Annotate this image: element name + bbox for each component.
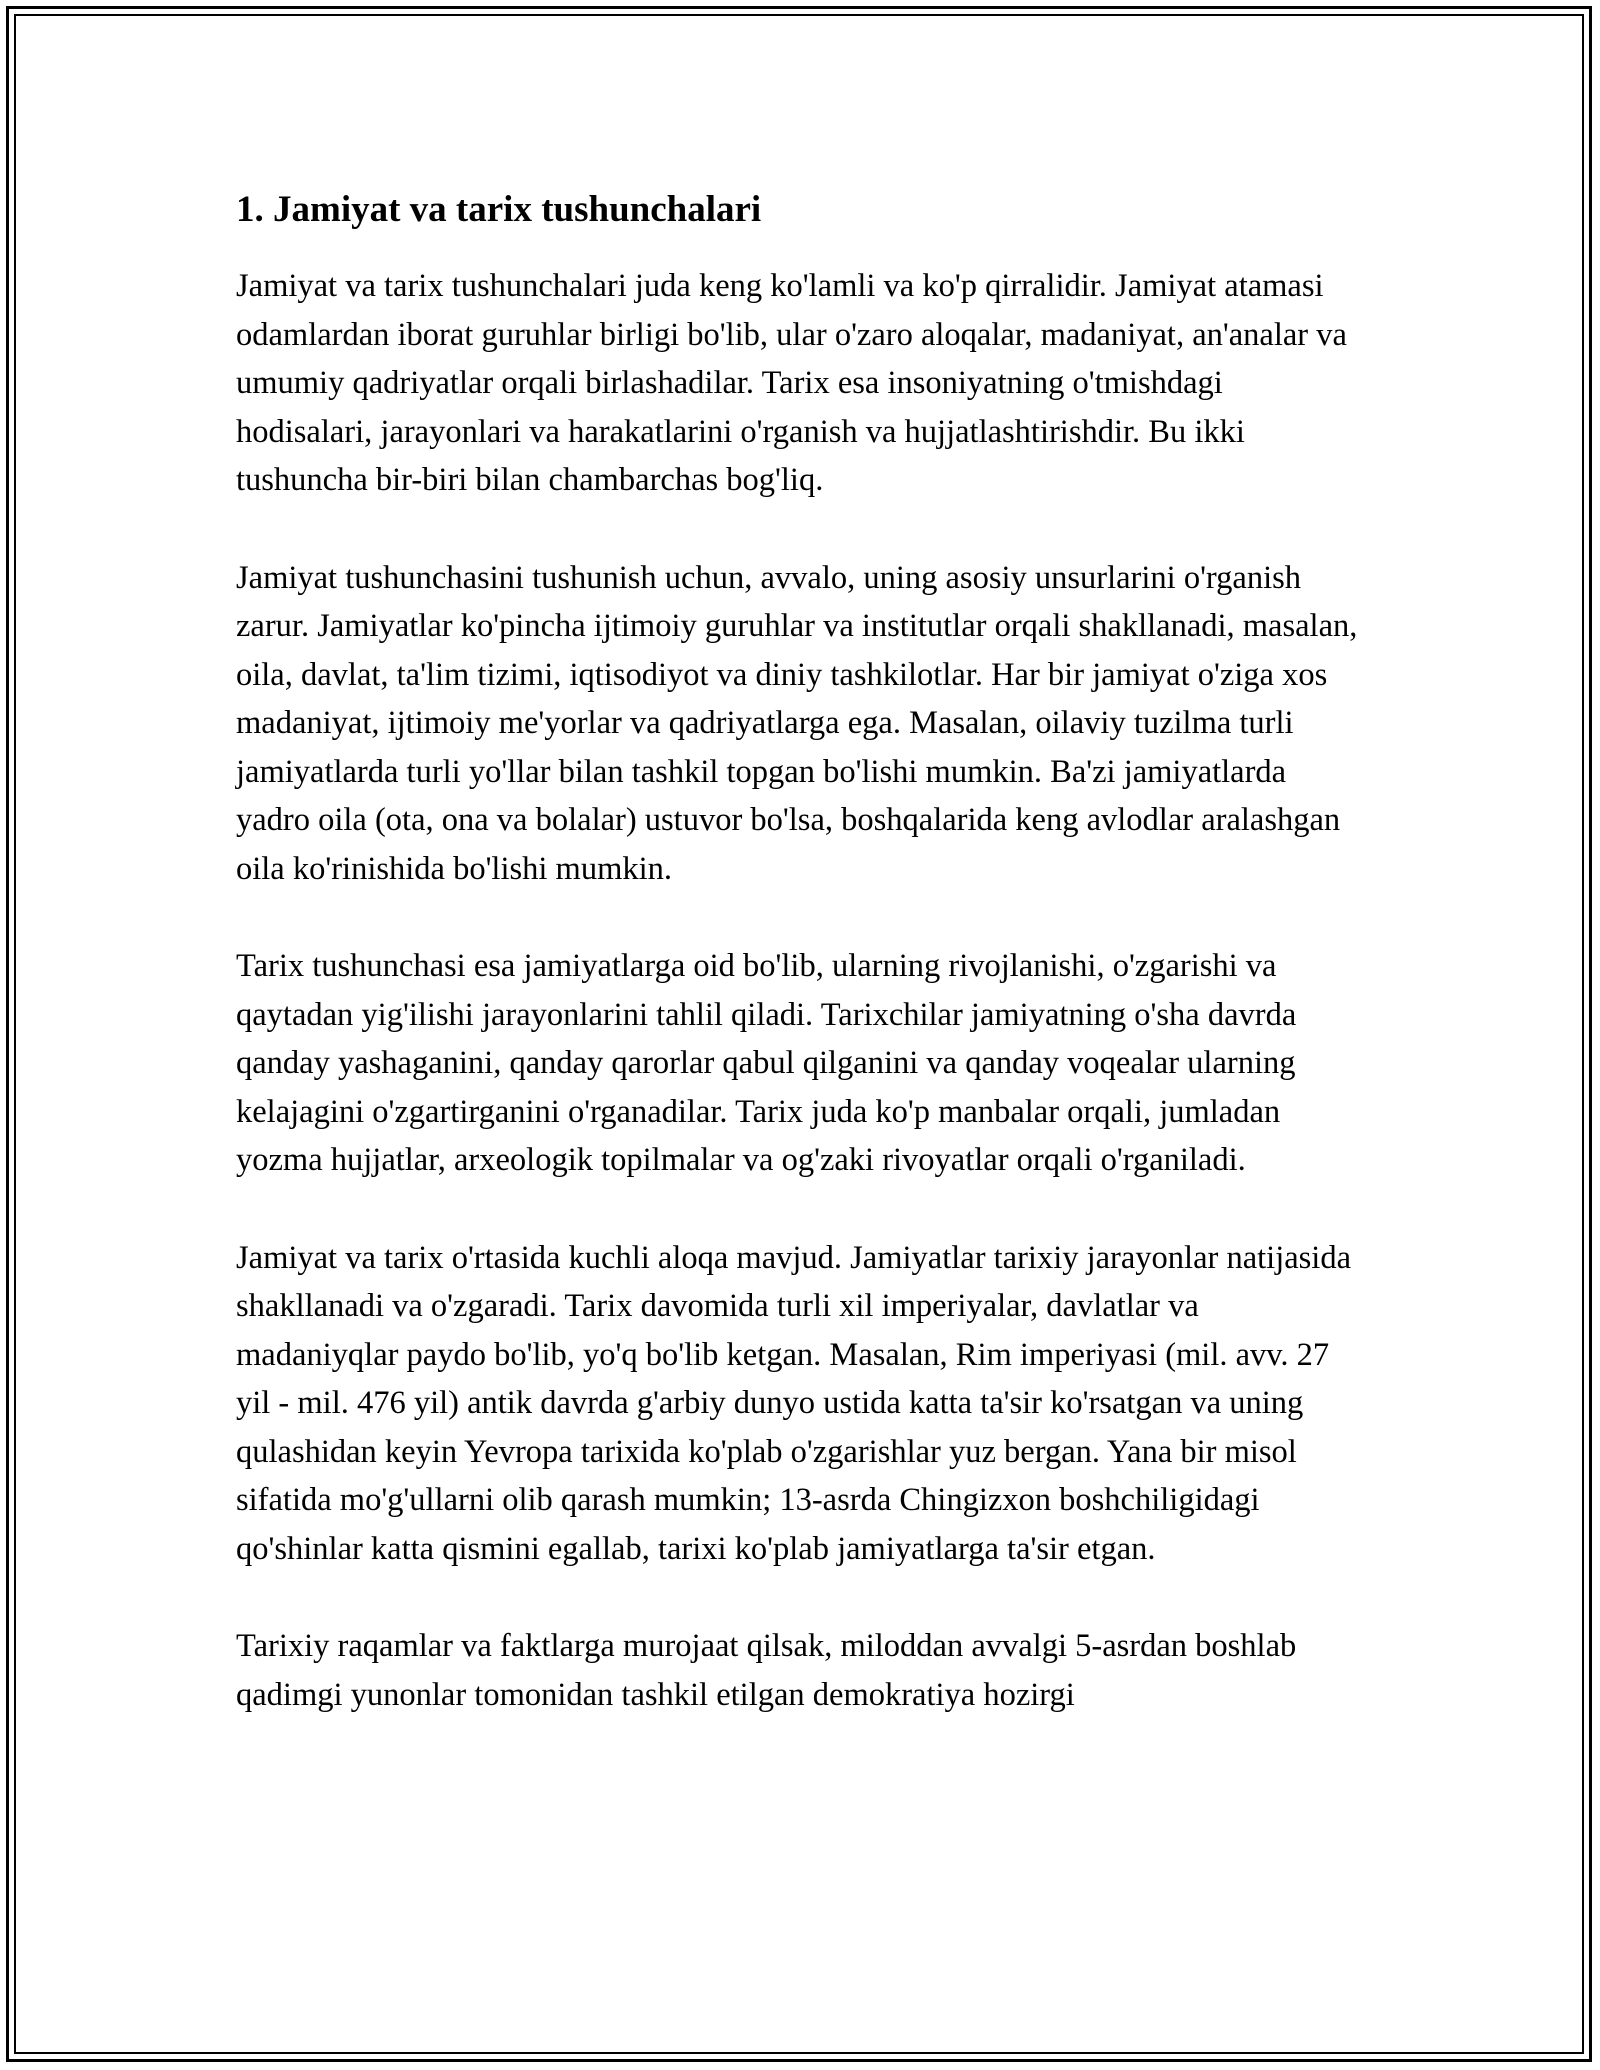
document-body [236, 186, 1366, 1768]
paragraph-3: Tarix tushunchasi esa jamiyatlarga oid bo'lib, ularning rivojlanishi, o'zgarishi va qaytadan yig'ilishi jarayonlarini tahlil qiladi. Tarixchilar jamiyatning o'sha davrda qanday yashaganini, qanday qarorlar qabul qilganini va qanday voqealar ularning kelajagini o'zgartirganini o'rganadilar. Tarix juda ko'p manbalar orqali, jumladan yozma hujjatlar, arxeologik topilmalar va og'zaki rivoyatlar orqali o'rganiladi. [236, 948, 1297, 1178]
paragraph-4: Jamiyat va tarix o'rtasida kuchli aloqa mavjud. Jamiyatlar tarixiy jarayonlar natijasida shakllanadi va o'zgaradi. Tarix davomida turli xil imperiyalar, davlatlar va madaniyqlar paydo bo'lib, yo'q bo'lib ketgan. Masalan, Rim imperiyasi (mil. avv. 27 yil - mil. 476 yil) antik davrda g'arbiy dunyo ustida katta ta'sir ko'rsatgan va uning qulashidan keyin Yevropa tarixida ko'plab o'zgarishlar yuz bergan. Yana bir misol sifatida mo'g'ullarni olib qarash mumkin; 13-asrda Chingizxon boshchiligidagi qo'shinlar katta qismini egallab, tarixi ko'plab jamiyatlarga ta'sir etgan. [236, 1239, 1351, 1567]
section-heading: 1. Jamiyat va tarix tushunchalari [236, 189, 762, 230]
paragraph-2: Jamiyat tushunchasini tushunish uchun, avvalo, uning asosiy unsurlarini o'rganish zarur. Jamiyatlar ko'pincha ijtimoiy guruhlar va institutlar orqali shakllanadi, masalan, oila, davlat, ta'lim tizimi, iqtisodiyot va diniy tashkilotlar. Har bir jamiyat o'ziga xos madaniyat, ijtimoiy me'yorlar va qadriyatlarga ega. Masalan, oilaviy tuzilma turli jamiyatlarda turli yo'llar bilan tashkil topgan bo'lishi mumkin. Ba'zi jamiyatlarda yadro oila (ota, ona va bolalar) ustuvor bo'lsa, boshqalarida keng avlodlar aralashgan oila ko'rinishida bo'lishi mumkin. [236, 559, 1358, 887]
paragraph-5: Tarixiy raqamlar va faktlarga murojaat qilsak, miloddan avvalgi 5-asrdan boshlab qadimgi yunonlar tomonidan tashkil etilgan demokratiya hozirgi [236, 1628, 1297, 1713]
paragraph-1: Jamiyat va tarix tushunchalari juda keng ko'lamli va ko'p qirralidir. Jamiyat atamasi odamlardan iborat guruhlar birligi bo'lib, ular o'zaro aloqalar, madaniyat, an'analar va umumiy qadriyatlar orqali birlashadilar. Tarix esa insoniyatning o'tmishdagi hodisalari, jarayonlari va harakatlarini o'rganish va hujjatlashtirishdir. Bu ikki tushuncha bir-biri bilan chambarchas bog'liq. [236, 268, 1347, 498]
